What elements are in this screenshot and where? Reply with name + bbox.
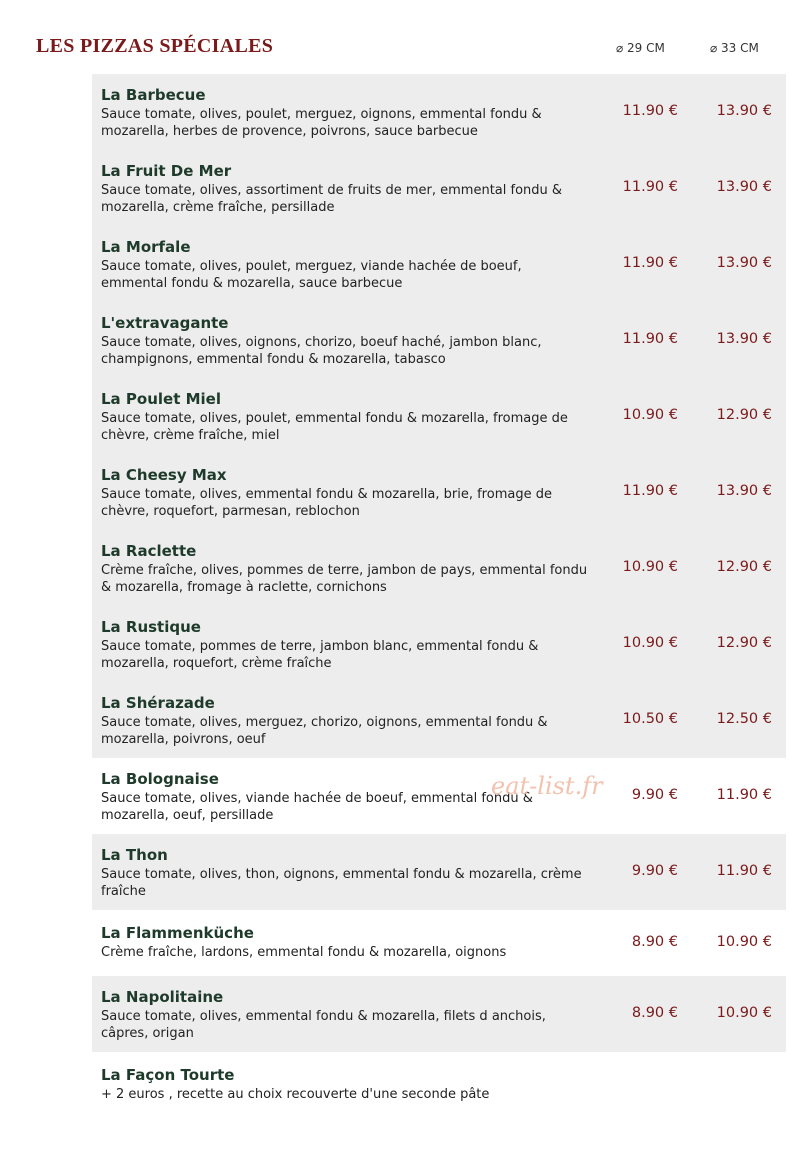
watermark: eat-list.fr xyxy=(491,772,603,800)
price-29cm: 11.90 € xyxy=(622,103,678,119)
size-29cm-header: ⌀ 29 CM xyxy=(616,41,665,55)
pizza-description: Sauce tomate, olives, merguez, chorizo, oignons, emmental fondu & mozarella, poivrons, oeuf xyxy=(101,715,548,747)
pizza-name: La Barbecue xyxy=(101,86,206,104)
price-29cm: 8.90 € xyxy=(631,1005,678,1021)
menu-item xyxy=(92,454,786,530)
pizza-name: La Cheesy Max xyxy=(101,466,227,484)
menu-item xyxy=(92,302,786,378)
menu-item xyxy=(92,758,786,834)
price-29cm: 11.90 € xyxy=(622,331,678,347)
pizza-name: La Façon Tourte xyxy=(101,1066,235,1084)
price-29cm: 10.90 € xyxy=(622,635,678,651)
price-29cm: 10.50 € xyxy=(622,711,678,727)
pizza-name: L'extravagante xyxy=(101,314,229,332)
pizza-name: La Bolognaise xyxy=(101,770,219,788)
pizza-list xyxy=(92,74,786,1112)
menu-item xyxy=(92,74,786,150)
pizza-description: Sauce tomate, olives, poulet, merguez, viande hachée de boeuf, emmental fondu & mozarella, sauce barbecue xyxy=(101,259,522,291)
price-29cm: 8.90 € xyxy=(631,934,678,950)
price-29cm: 11.90 € xyxy=(622,483,678,499)
price-29cm: 10.90 € xyxy=(622,559,678,575)
price-33cm: 11.90 € xyxy=(716,863,772,879)
price-33cm: 12.90 € xyxy=(716,635,772,651)
price-29cm: 11.90 € xyxy=(622,255,678,271)
pizza-name: La Shérazade xyxy=(101,694,215,712)
menu-item xyxy=(92,530,786,606)
pizza-description: Sauce tomate, olives, emmental fondu & mozarella, filets d anchois, câpres, origan xyxy=(101,1009,546,1041)
menu-item xyxy=(92,150,786,226)
price-33cm: 13.90 € xyxy=(716,331,772,347)
pizza-name: La Raclette xyxy=(101,542,197,560)
price-29cm: 11.90 € xyxy=(622,179,678,195)
price-33cm: 10.90 € xyxy=(716,1005,772,1021)
pizza-description: Sauce tomate, olives, thon, oignons, emmental fondu & mozarella, crème fraîche xyxy=(101,867,582,899)
menu-item xyxy=(92,378,786,454)
pizza-description: Sauce tomate, olives, viande hachée de boeuf, emmental fondu & mozarella, oeuf, persillade xyxy=(101,791,533,823)
pizza-description: Sauce tomate, olives, emmental fondu & mozarella, brie, fromage de chèvre, roquefort, parmesan, reblochon xyxy=(101,487,552,519)
menu-item xyxy=(92,910,786,976)
price-33cm: 12.50 € xyxy=(716,711,772,727)
price-29cm: 10.90 € xyxy=(622,407,678,423)
price-33cm: 12.90 € xyxy=(716,559,772,575)
pizza-name: La Thon xyxy=(101,846,168,864)
menu-item xyxy=(92,976,786,1052)
menu-item xyxy=(92,226,786,302)
pizza-name: La Flammenküche xyxy=(101,924,254,942)
menu-item xyxy=(92,1052,786,1112)
size-33cm-header: ⌀ 33 CM xyxy=(710,41,759,55)
page-title: LES PIZZAS SPÉCIALES xyxy=(36,35,274,57)
price-33cm: 10.90 € xyxy=(716,934,772,950)
pizza-description: Crème fraîche, olives, pommes de terre, jambon de pays, emmental fondu & mozarella, fromage à raclette, cornichons xyxy=(101,563,588,595)
pizza-name: La Rustique xyxy=(101,618,201,636)
pizza-description: Sauce tomate, olives, assortiment de fruits de mer, emmental fondu & mozarella, crème fraîche, persillade xyxy=(101,183,563,215)
pizza-description: Sauce tomate, olives, poulet, emmental fondu & mozarella, fromage de chèvre, crème fraîche, miel xyxy=(101,411,568,443)
price-33cm: 11.90 € xyxy=(716,787,772,803)
menu-item xyxy=(92,606,786,682)
pizza-name: La Morfale xyxy=(101,238,191,256)
price-33cm: 12.90 € xyxy=(716,407,772,423)
pizza-name: La Fruit De Mer xyxy=(101,162,232,180)
price-33cm: 13.90 € xyxy=(716,179,772,195)
pizza-description: + 2 euros , recette au choix recouverte d'une seconde pâte xyxy=(101,1087,490,1102)
price-33cm: 13.90 € xyxy=(716,483,772,499)
pizza-name: La Poulet Miel xyxy=(101,390,221,408)
price-29cm: 9.90 € xyxy=(631,863,678,879)
menu-header xyxy=(0,0,799,72)
menu-item xyxy=(92,834,786,910)
menu-item xyxy=(92,682,786,758)
price-33cm: 13.90 € xyxy=(716,255,772,271)
pizza-description: Sauce tomate, pommes de terre, jambon blanc, emmental fondu & mozarella, roquefort, crème fraîche xyxy=(101,639,539,671)
pizza-description: Sauce tomate, olives, poulet, merguez, oignons, emmental fondu & mozarella, herbes de provence, poivrons, sauce barbecue xyxy=(101,107,542,139)
price-33cm: 13.90 € xyxy=(716,103,772,119)
pizza-name: La Napolitaine xyxy=(101,988,224,1006)
pizza-description: Sauce tomate, olives, oignons, chorizo, boeuf haché, jambon blanc, champignons, emmental fondu & mozarella, tabasco xyxy=(101,335,542,367)
pizza-description: Crème fraîche, lardons, emmental fondu & mozarella, oignons xyxy=(101,945,507,960)
price-29cm: 9.90 € xyxy=(631,787,678,803)
